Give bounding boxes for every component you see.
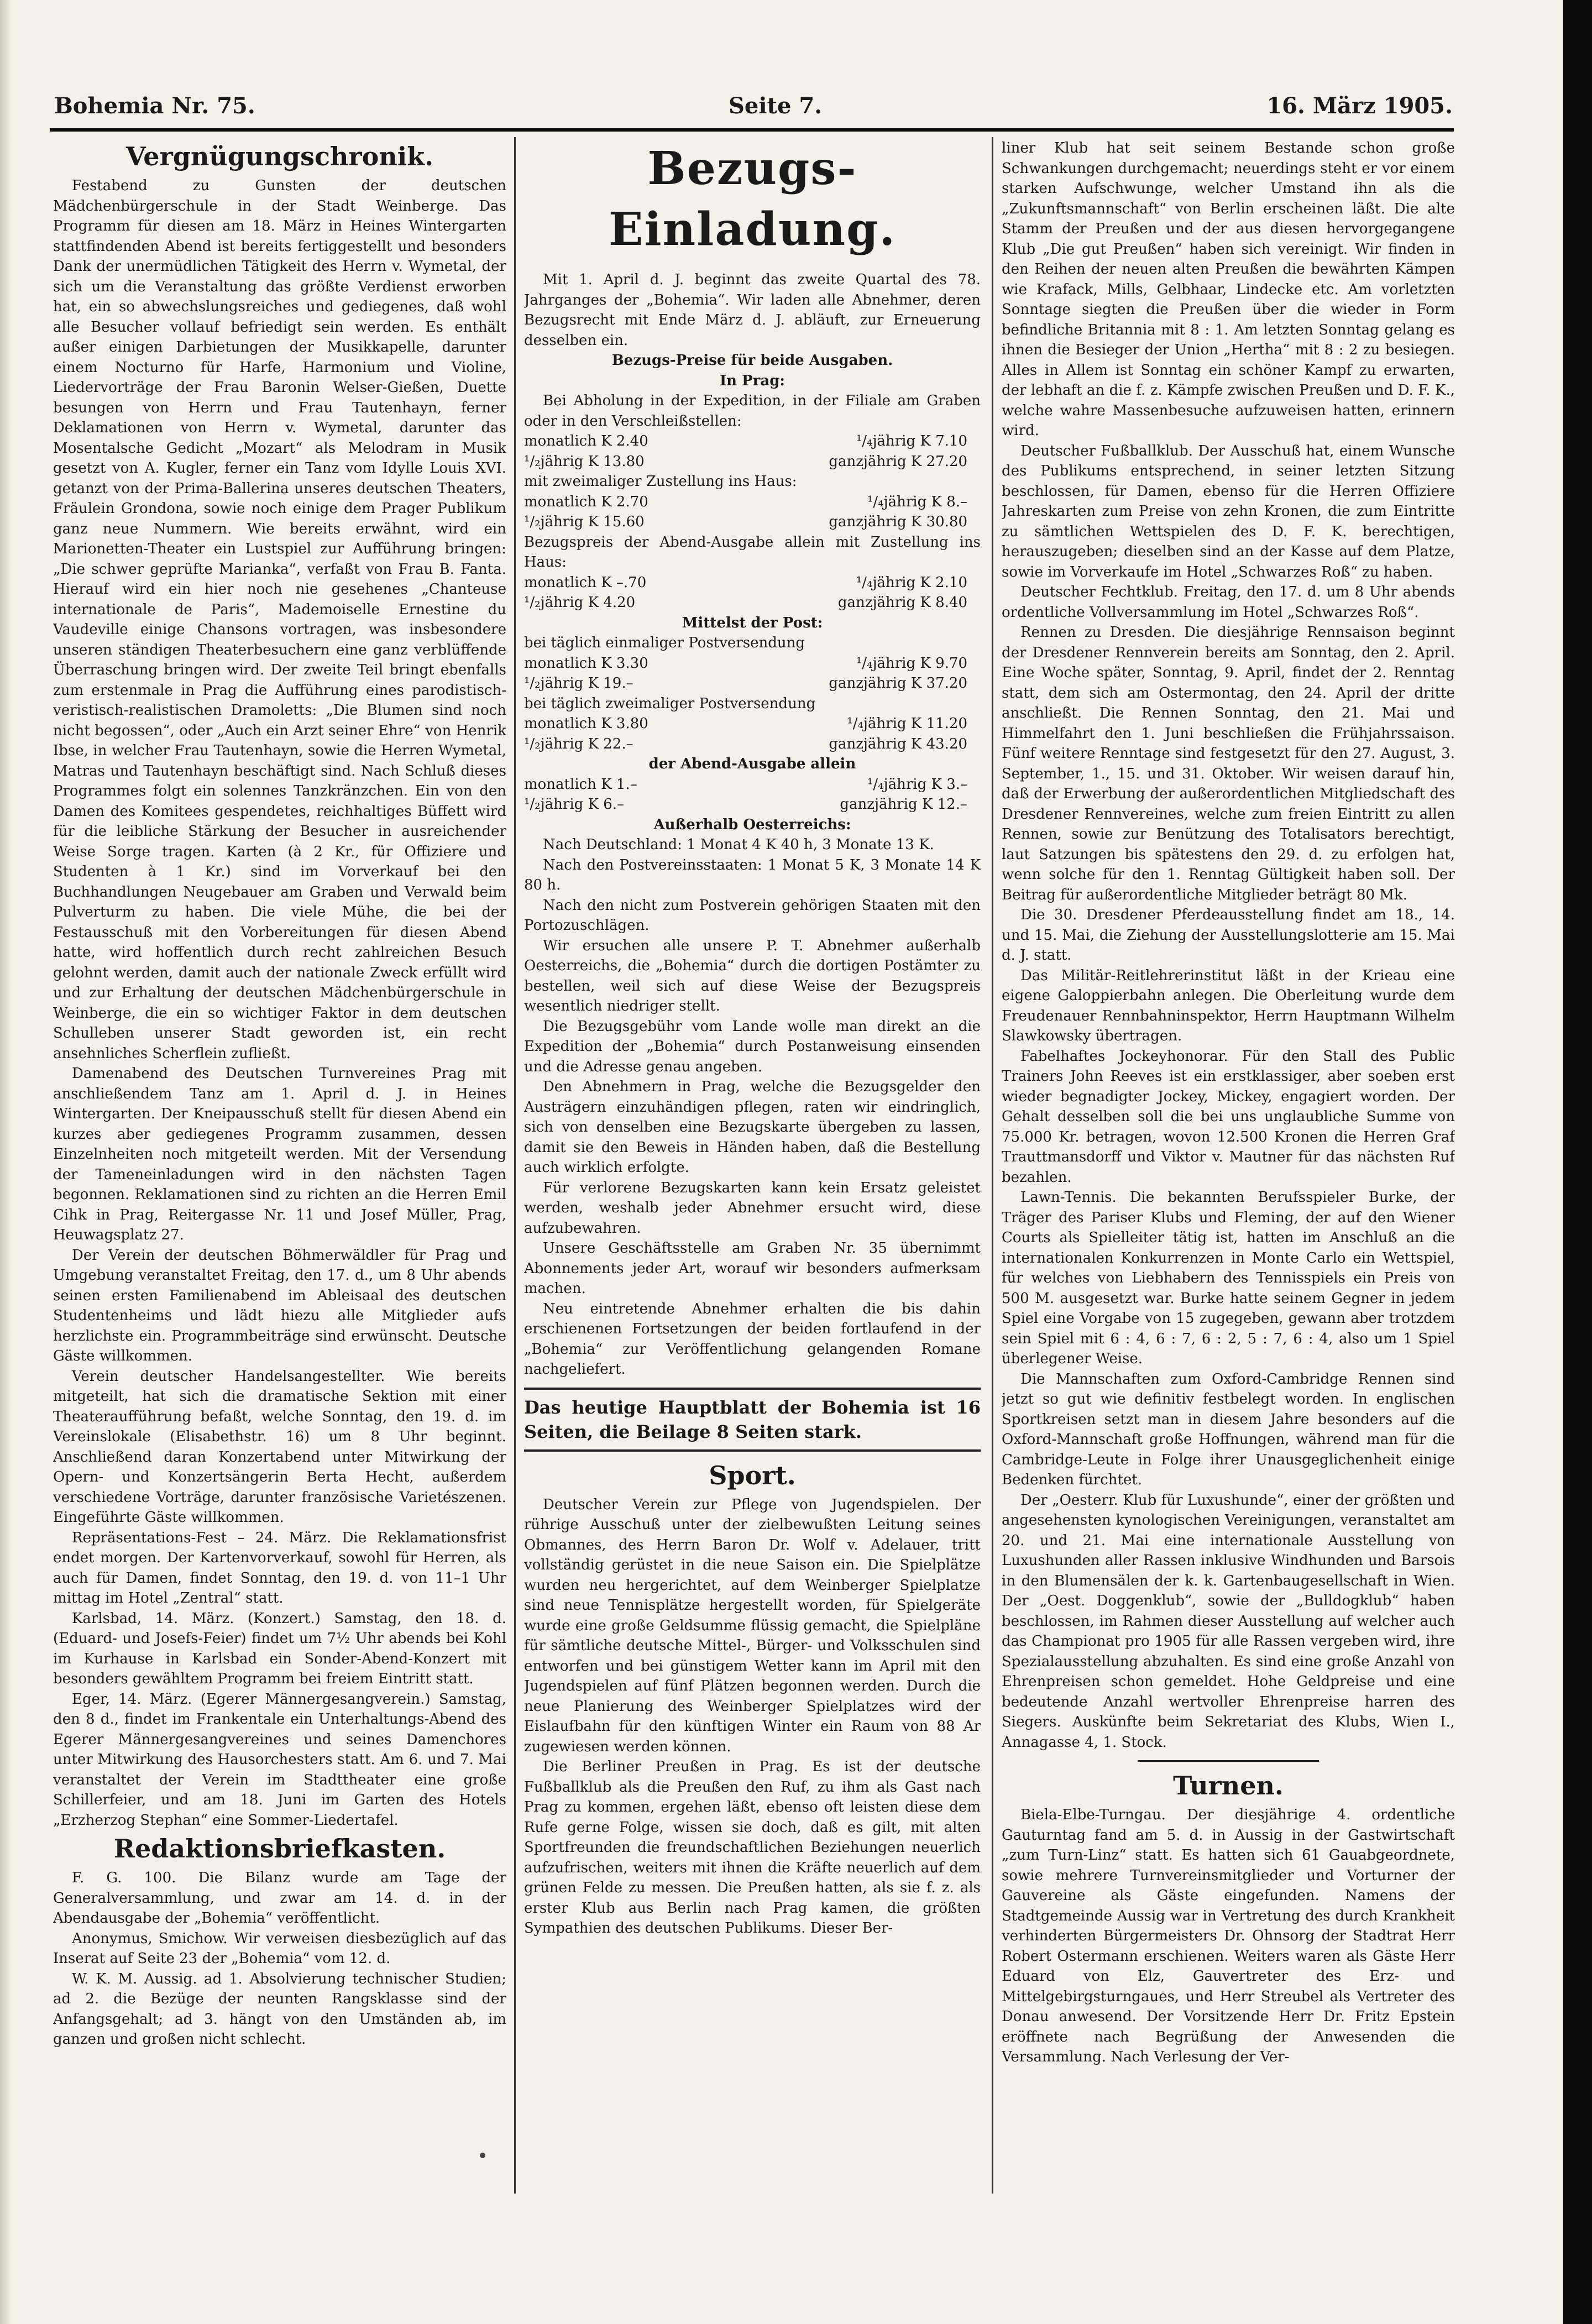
section-title-sport: Sport. <box>709 1460 796 1490</box>
scan-edge-left <box>0 0 12 2324</box>
price-cell: monatlich K 3.30 <box>524 655 648 672</box>
header-issue: Bohemia Nr. 75. <box>54 93 255 119</box>
subhead-ausserhalb: Außerhalb Oesterreichs: <box>653 816 851 833</box>
price-condition: mit zweimaliger Zustellung ins Haus: <box>524 473 797 490</box>
section-title-turnen: Turnen. <box>1173 1771 1284 1800</box>
article-paragraph: Den Abnehmern in Prag, welche die Bezugsgelder den Austrägern einzuhändigen pflegen, raten wir eindringlich, sich von denselben eine Bezugskarte übergeben zu lassen, damit sie den Beweis in Händen haben, daß die Bestellung auch wirklich erfolgte. <box>524 1079 981 1176</box>
price-table <box>524 573 981 613</box>
price-cell: ganzjährig K 43.20 <box>829 735 967 752</box>
price-condition: Nach den nicht zum Postverein gehörigen Staaten mit den Portozuschlägen. <box>524 897 981 934</box>
article-paragraph: Anonymus, Smichow. Wir verweisen diesbezüglich auf das Inserat auf Seite 23 der „Bohemia“ vom 12. d. <box>53 1930 506 1967</box>
price-cell: monatlich K 2.70 <box>524 493 648 510</box>
price-condition: Bei Abholung in der Expedition, in der Filiale am Graben oder in den Verschleißstellen: <box>524 392 981 430</box>
article-paragraph: Deutscher Verein zur Pflege von Jugendspielen. Der rührige Ausschuß unter der zielbewußten Leitung seines Obmannes, des Herrn Baron Dr. Wolf v. Adelauer, tritt vollständig gerüstet in die neue Saison ein. Die Spielplätze wurden neu hergerichtet, auf dem Weinberger Spielplatze sind neue Tennisplätze hergestellt worden, für Spielgeräte wurde eine große Geldsumme flüssig gemacht, die Spielpläne für sämtliche deutsche Mittel-, Bürger- und Volksschulen sind entworfen und bei günstigem Wetter kann im April mit den Jugendspielen auf fünf Plätzen begonnen werden. Durch die neue Planierung des Weinberger Spielplatzes wird der Eislaufbahn für den künftigen Winter ein Raum von 88 Ar zugewiesen werden können. <box>524 1496 981 1755</box>
column-divider <box>992 137 993 2194</box>
subhead-abend-post: der Abend-Ausgabe allein <box>648 756 856 772</box>
article-paragraph: Biela-Elbe-Turngau. Der diesjährige 4. ordentliche Gauturntag fand am 5. d. in Aussig in der Gastwirtschaft „zum Turn-Linz“ statt. Es hatten sich 61 Gauabgeordnete, sowie mehrere Turnvereinsmitglieder und Vorturner der Gauvereine als Gäste eingefunden. Namens der Stadtgemeinde Aussig war in Vertretung des durch Krankheit verhinderten Bürgermeisters Dr. Ohnsorg der Stadtrat Herr Robert Ostermann erschienen. Weiters waren als Gäste Herr Eduard von Elz, Gauvertreter des Erz- und Mittelgebirgsturngaues, und Herr Streubel als Vertreter des Donau anwesend. Der Vorsitzende Herr Dr. Fritz Epstein eröffnete nach Begrüßung der Anwesenden die Versammlung. Nach Verlesung der Ver- <box>1002 1807 1455 2065</box>
price-row <box>524 673 981 694</box>
price-cell: ¹/₄jährig K 11.20 <box>847 715 967 732</box>
price-cell: ¹/₂jährig K 22.– <box>524 735 633 752</box>
price-condition: Bezugspreis der Abend-Ausgabe allein mit Zustellung ins Haus: <box>524 533 981 570</box>
price-row <box>524 492 981 512</box>
article-paragraph: Damenabend des Deutschen Turnvereines Prag mit anschließendem Tanz am 1. April d. J. in Heines Wintergarten. Der Kneipausschuß stellt für diesen Abend ein kurzes aber gediegenes Programm zusammen, dessen Einzelnheiten noch mitgeteilt werden. Mit der Versendung der Tameneinladungen wird in den nächsten Tagen begonnen. Reklamationen sind zu richten an die Herren Emil Cihk in Prag, Reitergasse Nr. 11 und Josef Müller, Prag, Heuwagsplatz 27. <box>53 1065 506 1243</box>
price-row <box>524 452 981 472</box>
article-paragraph: F. G. 100. Die Bilanz wurde am Tage der Generalversammlung, und zwar am 14. d. in der Abendausgabe der „Bohemia“ veröffentlicht. <box>53 1870 506 1927</box>
article-paragraph: Der Verein der deutschen Böhmerwäldler für Prag und Umgebung veranstaltet Freitag, den 17. d., um 8 Uhr abends seinen ersten Familienabend im Ableisaal des deutschen Studentenheims und lädt hiezu alle Mitglieder aufs herzlichste ein. Programmbeiträge sind erwünscht. Deutsche Gäste willkommen. <box>53 1247 506 1364</box>
price-condition: Nach den Postvereinsstaaten: 1 Monat 5 K, 3 Monate 14 K 80 h. <box>524 856 981 893</box>
price-cell: monatlich K –.70 <box>524 574 647 591</box>
article-paragraph: Rennen zu Dresden. Die diesjährige Rennsaison beginnt der Dresdener Rennverein bereits am Sonntag, den 2. April. Eine Woche später, Sonntag, 9. April, findet der 2. Renntag statt, dem sich am Ostermontag, den 24. April der dritte anschließt. Die Rennen Sonntag, den 21. Mai und Himmelfahrt den 1. Juni beschließen die Frühjahrssaison. Fünf weitere Renntage sind festgesetzt für den 27. August, 3. September, 1., 15. und 31. Oktober. Wir weisen darauf hin, daß der Erwerbung der außerordentlichen Mitgliedschaft des Dresdener Rennvereines, welche zum freien Eintritt zu allen Rennen, sowie zur Benützung des Totalisators berechtigt, laut Satzungen bis spätestens den 29. d. zu erfolgen hat, wenn solche für den 1. Renntag Gültigkeit haben soll. Der Beitrag für außerordentliche Mitglieder beträgt 80 Mk. <box>1002 624 1455 903</box>
price-row <box>524 431 981 452</box>
article-paragraph: Das Militär-Reitlehrerinstitut läßt in der Krieau eine eigene Galoppierbahn anlegen. Die Oberleitung wurde dem Freudenauer Rennbahninspektor, Herrn Hauptmann Wilhelm Slawkowsky übertragen. <box>1002 967 1455 1044</box>
price-condition: bei täglich zweimaliger Postversendung <box>524 695 816 712</box>
price-row <box>524 774 981 795</box>
article-paragraph: Der „Oesterr. Klub für Luxushunde“, einer der größten und angesehensten kynologischen Vereinigungen, veranstaltet am 20. und 21. Mai eine internationale Ausstellung von Luxushunden aller Rassen inklusive Windhunden und Barsois in den Blumensälen der k. k. Gartenbaugesellschaft in Wien. Der „Oest. Doggenklub“, sowie der „Bulldogklub“ haben beschlossen, im Rahmen dieser Ausstellung auf welcher auch das Championat pro 1905 für alle Rassen vergeben wird, ihre Spezialausstellung abzuhalten. Es sind eine große Anzahl von Ehrenpreisen schon gemeldet. Hohe Geldpreise und eine bedeutende Anzahl wertvoller Ehrenpreise harren des Siegers. Auskünfte beim Sekretariat des Klubs, Wien I., Annagasse 4, 1. Stock. <box>1002 1491 1455 1751</box>
notice-box: Das heutige Hauptblatt der Bohemia ist 16 Seiten, die Beilage 8 Seiten stark. <box>524 1388 981 1452</box>
section-rule <box>1138 1760 1319 1762</box>
price-row <box>524 593 981 613</box>
price-cell: ganzjährig K 8.40 <box>837 594 967 611</box>
column-divider <box>514 137 516 2194</box>
article-paragraph: Verein deutscher Handelsangestellter. Wie bereits mitgeteilt, hat sich die dramatische Sektion mit einer Theateraufführung befaßt, welche Sonntag, den 19. d. im Vereinslokale (Elisabethstr. 16) um 8 Uhr beginnt. Anschließend daran Konzertabend unter Mitwirkung der Opern- und Konzertsängerin Berta Hecht, außerdem verschiedene Vorträge, darunter französische Varietészenen. Eingeführte Gäste willkommen. <box>53 1368 506 1526</box>
price-cell: ¹/₂jährig K 15.60 <box>524 514 645 530</box>
column-right <box>1002 138 1455 2195</box>
article-paragraph: Deutscher Fechtklub. Freitag, den 17. d. um 8 Uhr abends ordentliche Vollversammlung im Hotel „Schwarzes Roß“. <box>1002 584 1455 621</box>
price-table <box>524 714 981 754</box>
price-condition: bei täglich einmaliger Postversendung <box>524 635 805 651</box>
price-row <box>524 573 981 593</box>
price-row <box>524 512 981 532</box>
price-table <box>524 653 981 694</box>
price-cell: monatlich K 3.80 <box>524 715 648 732</box>
price-row <box>524 794 981 815</box>
price-cell: ganzjährig K 30.80 <box>829 514 967 530</box>
price-table <box>524 492 981 532</box>
price-cell: monatlich K 2.40 <box>524 433 648 449</box>
page-header <box>54 93 1453 126</box>
price-condition: Nach Deutschland: 1 Monat 4 K 40 h, 3 Monate 13 K. <box>543 836 934 853</box>
article-paragraph: Die Mannschaften zum Oxford-Cambridge Rennen sind jetzt so gut wie definitiv festbelegt worden. In englischen Sportkreisen setzt man in diesem Jahre besonders auf die Oxford-Mannschaft große Hoffnungen, während man für die Cambridge-Leute in Folge ihrer Unausgeglichenheit einige Bedenken fürchtet. <box>1002 1370 1455 1488</box>
price-cell: ganzjährig K 27.20 <box>829 453 967 470</box>
article-paragraph: Unsere Geschäftsstelle am Graben Nr. 35 übernimmt Abonnements jeder Art, worauf wir besonders aufmerksam machen. <box>524 1240 981 1297</box>
price-cell: ¹/₂jährig K 4.20 <box>524 594 636 611</box>
column-left <box>53 138 506 2195</box>
price-table <box>524 774 981 815</box>
article-paragraph: Repräsentations-Fest – 24. März. Die Reklamationsfrist endet morgen. Der Kartenvorverkauf, sowohl für Herren, als auch für Damen, findet Sonntag, den 19. d. von 11–1 Uhr mittag im Hotel „Zentral“ statt. <box>53 1529 506 1606</box>
section-title-bezugs-einladung: Bezugs-Einladung. <box>608 142 896 256</box>
article-paragraph: Lawn-Tennis. Die bekannten Berufsspieler Burke, der Träger des Pariser Klubs und Fleming, der auf den Wiener Courts als Spielleiter tätig ist, hatten im Anschluß an die internationalen Konkurrenzen in Monte Carlo ein Wettspiel, für welches von Liebhabern des Tennisspiels ein Preis von 500 M. ausgesetzt war. Burke hatte seinem Gegner in jedem Spiel eine Vorgabe von 15 zugegeben, gewann aber trotzdem sein Spiel mit 6 : 4, 6 : 7, 6 : 2, 5 : 7, 6 : 4, also um 1 Spiel überlegener Weise. <box>1002 1189 1455 1367</box>
article-paragraph: Eger, 14. März. (Egerer Männergesangverein.) Samstag, den 8 d., findet im Frankentale ein Unterhaltungs-Abend des Egerer Männergesangvereines und seines Damenchores unter Mitwirkung des Hausorchesters statt. Am 6. und 7. Mai veranstaltet der Verein im Stadttheater eine große Schillerfeier, und am 18. Juni im Garten des Hotels „Erzherzog Stephan“ eine Sommer-Liedertafel. <box>53 1690 506 1829</box>
price-cell: ¹/₂jährig K 19.– <box>524 675 633 692</box>
header-page-number: Seite 7. <box>729 93 823 119</box>
article-paragraph: Neu eintretende Abnehmer erhalten die bis dahin erschienenen Fortsetzungen der beiden fortlaufend in der „Bohemia“ zur Veröffentlichung gelangenden Romane nachgeliefert. <box>524 1300 981 1378</box>
subhead-post: Mittelst der Post: <box>682 614 823 631</box>
article-paragraph: Fabelhaftes Jockeyhonorar. Für den Stall des Public Trainers John Reeves ist ein erstklassiger, aber soeben erst wieder begnadigter Jockey, Mickey, engagiert worden. Der Gehalt desselben soll die bei uns unglaubliche Summe von 75.000 Kr. betragen, wovon 12.500 Kronen die Herren Graf Trauttmansdorff und Viktor v. Mautner für das nächsten Ruf bezahlen. <box>1002 1048 1455 1186</box>
column-middle <box>524 138 981 2195</box>
price-cell: ganzjährig K 12.– <box>840 796 967 813</box>
price-cell: ¹/₂jährig K 13.80 <box>524 453 645 470</box>
article-paragraph: Wir ersuchen alle unsere P. T. Abnehmer außerhalb Oesterreichs, die „Bohemia“ durch die dortigen Postämter zu bestellen, weil sich auf diese Weise der Bezugspreis wesentlich niedriger stellt. <box>524 937 981 1014</box>
section-title-redaktionsbriefkasten: Redaktionsbriefkasten. <box>113 1834 446 1864</box>
article-paragraph: Karlsbad, 14. März. (Konzert.) Samstag, den 18. d. (Eduard- und Josefs-Feier) findet um 7½ Uhr abends bei Kohl im Kurhause in Karlsbad ein Sonder-Abend-Konzert mit besonders gewähltem Programm bei freiem Eintritt statt. <box>53 1610 506 1687</box>
price-cell: ¹/₂jährig K 6.– <box>524 796 625 813</box>
article-paragraph: Festabend zu Gunsten der deutschen Mädchenbürgerschule in der Stadt Weinberge. Das Programm für diesen am 18. März in Heines Wintergarten stattfindenden Abend ist bereits fertiggestellt und besonders Dank der unermüdlichen Tätigkeit des Herrn v. Wymetal, der sich um die Veranstaltung das größte Verdienst erworben hat, ein so abwechslungsreiches und gediegenes, daß wohl alle Besucher vollauf befriedigt sein werden. Es enthält außer einigen Darbietungen der Musikkapelle, darunter einem Nocturno für Harfe, Harmonium und Violine, Liedervorträge der Frau Baronin Welser-Gießen, Duette besungen von Herrn und Frau Tautenhayn, ferner Deklamationen von Herrn v. Wymetal, darunter das Mosentalsche Gedicht „Mozart“ als Melodram in Musik gesetzt von A. Kugler, ferner ein Tanz vom Idylle Louis XVI. getanzt von der Prima-Ballerina unseres deutschen Theaters, Fräulein Grondona, sowie noch einige dem Prager Publikum ganz neue Nummern. Wie bereits erwähnt, wird ein Marionetten-Theater ein Lustspiel zur Aufführung bringen: „Die schwer geprüfte Marianka“, verfaßt von Frau B. Fanta. Hierauf wird ein hier noch nie gesehenes „Chanteuse internationale de Paris“, Mademoiselle Ernestine du Vaudeville einige Chansons vortragen, was insbesondere unseren ständigen Theaterbesuchern eine ganz verblüffende Überraschung bringen wird. Der zweite Teil bringt ebenfalls zum erstenmale in Prag die Aufführung eines parodistisch-veristisch-realistischen Dramoletts: „Die Blumen sind noch nicht begossen“, oder „Auch ein Arzt seiner Ehre“ von Henrik Ibse, in welcher Frau Tautenhayn, sowie die Herren Wymetal, Matras und Tautenhayn beschäftigt sind. Nach Schluß dieses Programmes folgt ein solennes Tanzkränzchen. Ein von den Damen des Komitees gespendetes, reichhaltiges Büffett wird für die leibliche Stärkung der Besucher in ausreichender Weise Sorge tragen. Karten (à 2 Kr., für Offiziere und Studenten à 1 Kr.) sind im Vorverkauf bei den Buchhandlungen Neugebauer am Graben und Verwald beim Pulverturm zu haben. Die viele Mühe, die bei der Festausschuß mit den Vorbereitungen für diesen Abend hatte, wird hoffentlich durch recht zahlreichen Besuch gelohnt werden, damit auch der nationale Zweck erfüllt wird und zur Erhaltung der deutschen Mädchenbürgerschule in Weinberge, die ein so wichtiger Faktor in dem deutschen Schulleben unserer Stadt geworden ist, ein recht ansehnliches Scherflein zufließt. <box>53 177 506 1062</box>
article-paragraph: Die 30. Dresdener Pferdeausstellung findet am 18., 14. und 15. Mai, die Ziehung der Ausstellungslotterie am 15. Mai d. J. statt. <box>1002 907 1455 964</box>
ink-dot <box>480 2153 485 2158</box>
section-title-vergnuegungschronik: Vergnügungschronik. <box>125 142 434 171</box>
price-cell: ¹/₄jährig K 8.– <box>867 493 967 510</box>
article-paragraph: Für verlorene Bezugskarten kann kein Ersatz geleistet werden, weshalb jeder Abnehmer ersucht wird, diese aufzubewahren. <box>524 1179 981 1237</box>
price-table <box>524 431 981 472</box>
price-cell: ¹/₄jährig K 2.10 <box>856 574 967 591</box>
article-paragraph: W. K. M. Aussig. ad 1. Absolvierung technischer Studien; ad 2. die Bezüge der neunten Rangsklasse sind der Anfangsgehalt; ad 3. hängt von den Umständen ab, im ganzen und großen nicht schlecht. <box>53 1970 506 2048</box>
header-rule <box>50 128 1454 132</box>
intro-paragraph: Mit 1. April d. J. beginnt das zweite Quartal des 78. Jahrganges der „Bohemia“. Wir laden alle Abnehmer, deren Bezugsrecht mit Ende März d. J. abläuft, zur Erneuerung desselben ein. <box>524 271 981 349</box>
price-row <box>524 714 981 734</box>
article-paragraph: Deutscher Fußballklub. Der Ausschuß hat, einem Wunsche des Publikums entsprechend, in seiner letzten Sitzung beschlossen, für Damen, ebenso für die Herren Offiziere Jahreskarten zum Preise von zehn Kronen, die zum Eintritte zu sämtlichen Wettspielen des D. F. K. berechtigen, herauszugeben; dieselben sind an der Kasse auf dem Platze, sowie im Vorverkaufe im Hotel „Schwarzes Roß“ zu haben. <box>1002 442 1455 580</box>
article-paragraph: liner Klub hat seit seinem Bestande schon große Schwankungen durchgemacht; neuerdings steht er vor einem starken Aufschwunge, welcher Umstand ihn als die „Zukunftsmannschaft“ von Berlin erscheinen läßt. Die alte Stamm der Preußen und der aus diesen hervorgegangene Klub „Die gut Preußen“ haben sich vereinigt. Wir finden in den Reihen der neuen alten Preußen die bewährten Kämpen wie Krafack, Mills, Gelbhaar, Lindecke etc. Am vorletzten Sonntage siegten die Preußen über die wieder in Form befindliche Britannia mit 8 : 1. Am letzten Sonntag gelang es ihnen die Besieger der Union „Hertha“ mit 8 : 2 zu besiegen. Alles in Allem ist Sonntag ein schöner Kampf zu erwarten, der lebhaft an die f. z. Kämpfe zwischen Preußen und D. F. K., welche wahre Massenbesuche aufzuweisen hatten, erinnern wird. <box>1002 140 1455 439</box>
price-row <box>524 734 981 755</box>
subhead-in-prag: In Prag: <box>720 372 785 389</box>
price-cell: ¹/₄jährig K 7.10 <box>856 433 967 449</box>
price-cell: ¹/₄jährig K 3.– <box>867 776 967 793</box>
price-cell: monatlich K 1.– <box>524 776 637 793</box>
prices-title: Bezugs-Preise für beide Ausgaben. <box>611 352 893 369</box>
header-date: 16. März 1905. <box>1266 93 1453 119</box>
scan-edge-right <box>1563 0 1592 2324</box>
article-paragraph: Die Bezugsgebühr vom Lande wolle man direkt an die Expedition der „Bohemia“ durch Postanweisung einsenden und die Adresse genau angeben. <box>524 1018 981 1075</box>
price-cell: ¹/₄jährig K 9.70 <box>856 655 967 672</box>
price-cell: ganzjährig K 37.20 <box>829 675 967 692</box>
price-row <box>524 653 981 674</box>
article-paragraph: Die Berliner Preußen in Prag. Es ist der deutsche Fußballklub als die Preußen den Ruf, zu ihm als Gast nach Prag zu kommen, ergehen läßt, ebenso oft leisten diese dem Rufe gerne Folge, wissen sie doch, daß es gilt, mit alten Sportfreunden die freundschaftlichen Beziehungen neuerlich aufzufrischen, weiters mit ihnen die Kräfte neuerlich auf dem grünen Felde zu messen. Die Preußen hatten, als sie f. z. als erster Klub aus Berlin nach Prag kamen, die größten Sympathien des deutschen Publikums. Dieser Ber- <box>524 1758 981 1936</box>
